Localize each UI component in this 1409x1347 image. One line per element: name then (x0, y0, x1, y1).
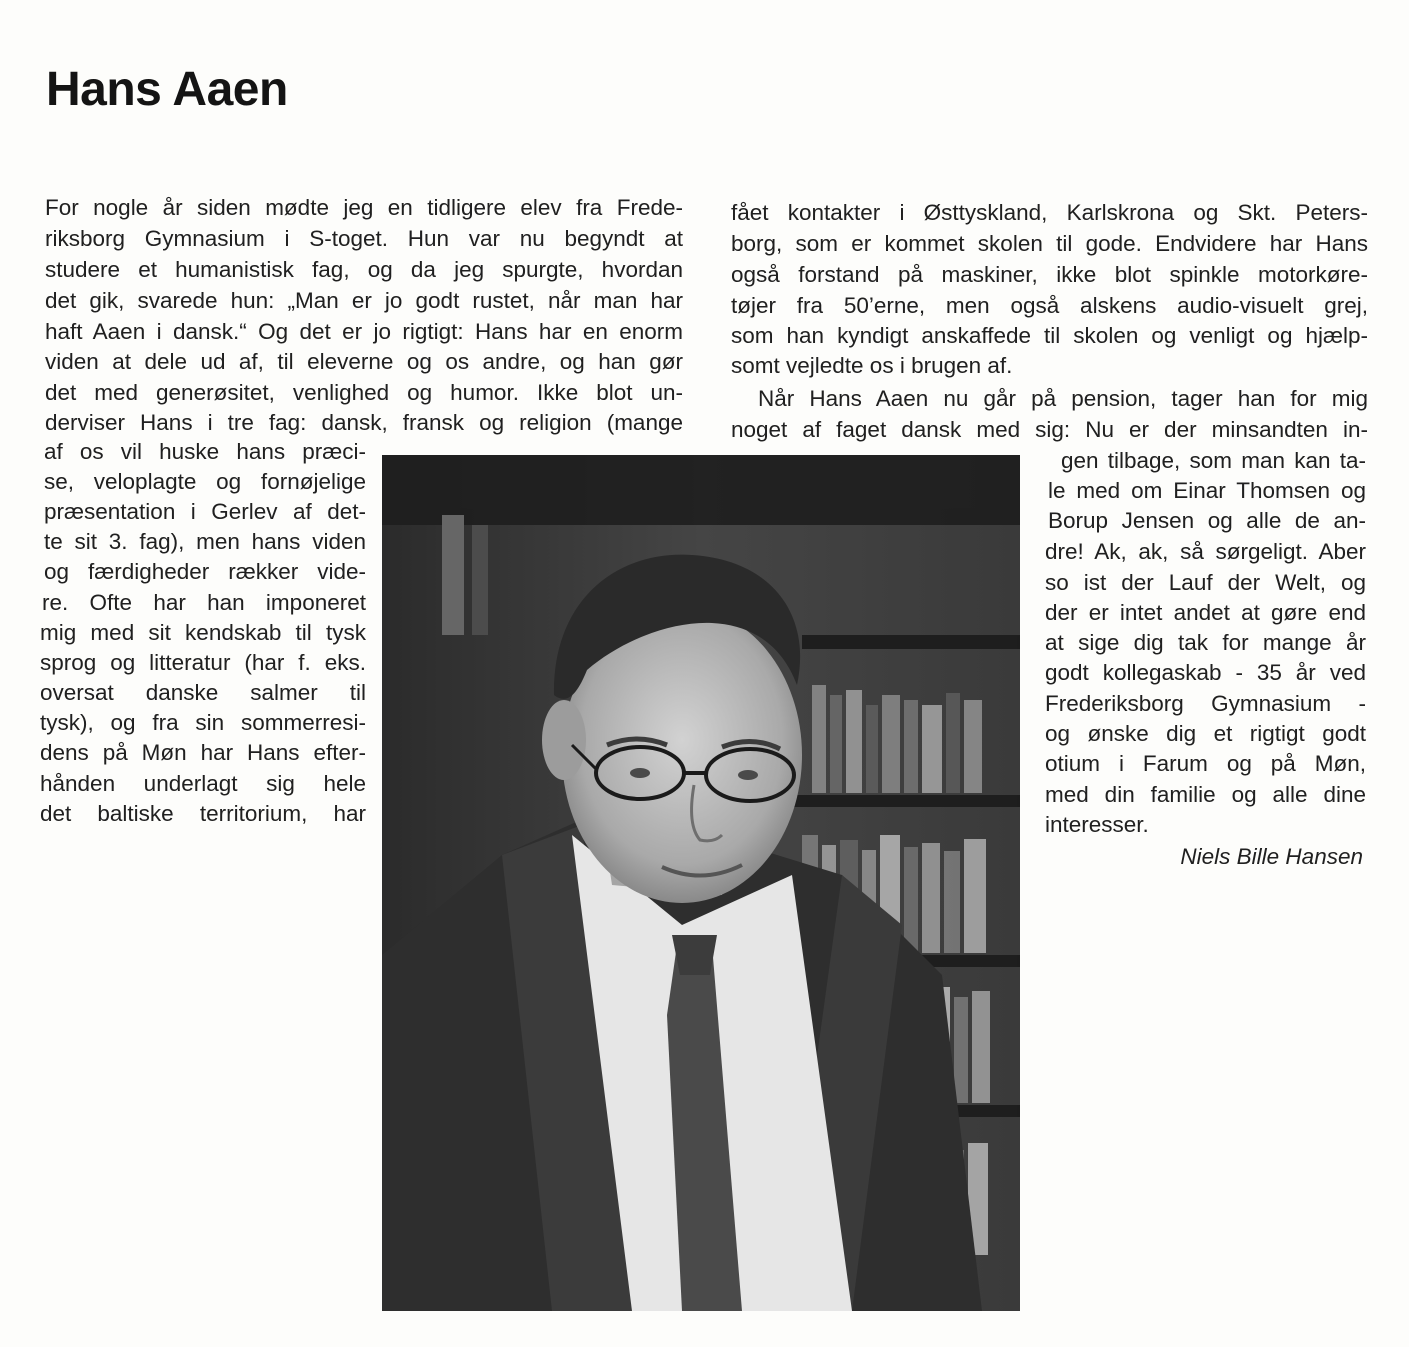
col1-line: te sit 3. fag), men hans viden (44, 529, 366, 554)
col2-line: somt vejledte os i brugen af. (731, 353, 1013, 378)
col2-line: otium i Farum og på Møn, (1045, 751, 1366, 776)
col2-line: interesser. (1045, 812, 1149, 837)
col1-line: tysk), og fra sin sommerresi- (40, 710, 366, 735)
col1-line: sprog og litteratur (har f. eks. (40, 650, 366, 675)
col2-line: godt kollegaskab - 35 år ved (1045, 660, 1366, 685)
col2-line: Borup Jensen og alle de an- (1048, 508, 1366, 533)
portrait-photo (382, 455, 1020, 1311)
col1-line: det baltiske territorium, har (40, 801, 366, 826)
col2-line: med din familie og alle dine (1045, 782, 1366, 807)
col2-line: at sige dig tak for mange år (1045, 630, 1366, 655)
col2-line: Frederiksborg Gymnasium - (1045, 691, 1366, 716)
col2-line: fået kontakter i Østtyskland, Karlskrona og Skt. Peters- (731, 200, 1368, 225)
col2-line: gen tilbage, som man kan ta- (1061, 448, 1366, 473)
col1-line: af os vil huske hans præci- (44, 439, 366, 464)
col1-line: præsentation i Gerlev af det- (44, 499, 366, 524)
col2-line: le med om Einar Thomsen og (1048, 478, 1366, 503)
col1-line: og færdigheder rækker vide- (44, 559, 366, 584)
col1-line: re. Ofte har han imponeret (42, 590, 366, 615)
col1-line: mig med sit kendskab til tysk (40, 620, 366, 645)
col1-line: hånden underlagt sig hele (40, 771, 366, 796)
col1-line: derviser Hans i tre fag: dansk, fransk og religion (mange (45, 410, 683, 435)
col2-line: borg, som er kommet skolen til gode. Endvidere har Hans (731, 231, 1368, 256)
col1-line: studere et humanistisk fag, og da jeg spurgte, hvordan (45, 257, 683, 282)
col2-line: der er intet andet at gøre end (1045, 600, 1366, 625)
col2-line: og ønske dig et rigtigt godt (1045, 721, 1366, 746)
col2-line: dre! Ak, ak, så sørgeligt. Aber (1045, 539, 1366, 564)
col1-line: oversat danske salmer til (40, 680, 366, 705)
col2-line: som han kyndigt anskaffede til skolen og venligt og hjælp- (731, 323, 1368, 348)
col2-line: tøjer fra 50’erne, men også alskens audio-visuelt grej, (731, 293, 1368, 318)
col1-line: riksborg Gymnasium i S-toget. Hun var nu begyndt at (45, 226, 683, 251)
col2-line: so ist der Lauf der Welt, og (1045, 570, 1366, 595)
article-title: Hans Aaen (46, 63, 288, 116)
col1-line: det med generøsitet, venlighed og humor. Ikke blot un- (45, 380, 683, 405)
col1-line: se, veloplagte og fornøjelige (44, 469, 366, 494)
col1-line: det gik, svarede hun: „Man er jo godt rustet, når man har (45, 288, 683, 313)
col1-line: For nogle år siden mødte jeg en tidligere elev fra Frede- (45, 195, 683, 220)
col2-line: noget af faget dansk med sig: Nu er der minsandten in- (731, 417, 1368, 442)
portrait-illustration (382, 455, 1020, 1311)
col2-line: også forstand på maskiner, ikke blot spinkle motorkøre- (731, 262, 1368, 287)
col1-line: haft Aaen i dansk.“ Og det er jo rigtigt: Hans har en enorm (45, 319, 683, 344)
col2-line: Når Hans Aaen nu går på pension, tager han for mig (758, 386, 1368, 411)
signature: Niels Bille Hansen (1180, 844, 1363, 869)
col1-line: viden at dele ud af, til eleverne og os andre, og han gør (45, 349, 683, 374)
col1-line: dens på Møn har Hans efter- (40, 740, 366, 765)
